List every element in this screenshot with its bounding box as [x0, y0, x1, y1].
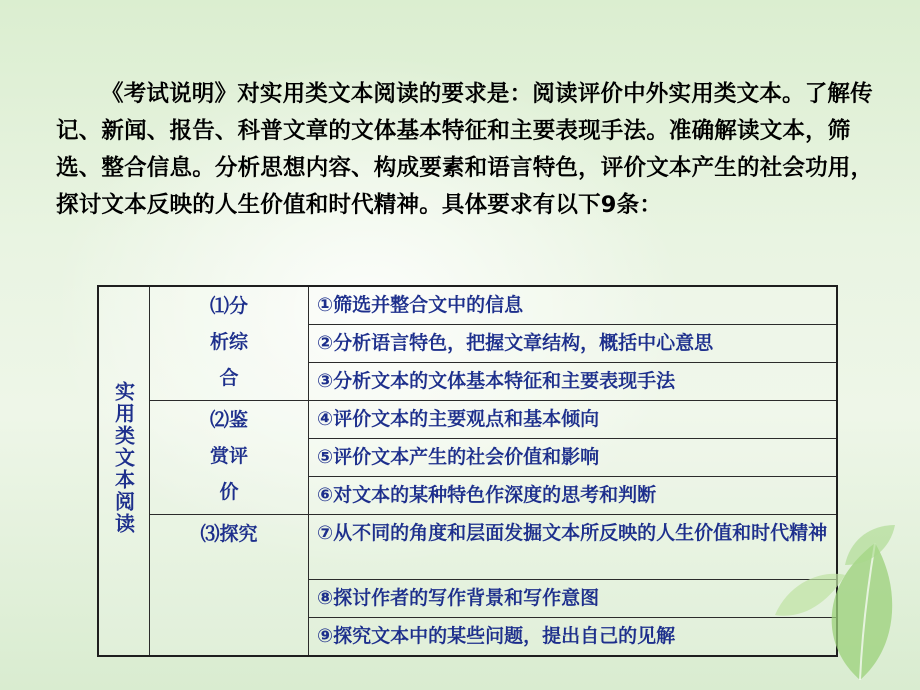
table-row — [98, 286, 837, 325]
requirement-item: ⑧探讨作者的写作背景和写作意图 — [309, 580, 838, 618]
category-label: ⑶探究 — [200, 523, 258, 545]
requirement-item: ⑥对文本的某种特色作深度的思考和判断 — [309, 477, 838, 515]
leaf-decoration-icon — [840, 520, 900, 570]
requirement-item: ④评价文本的主要观点和基本倾向 — [309, 401, 838, 439]
requirement-item: ③分析文本的文体基本特征和主要表现手法 — [309, 363, 838, 401]
category-cell — [150, 401, 309, 515]
category-label: ⑵鉴赏评价 — [209, 409, 248, 503]
category-cell — [150, 515, 309, 657]
intro-text: 《考试说明》对实用类文本阅读的要求是：阅读评价中外实用类文本。了解传记、新闻、报告、科普文章的文体基本特征和主要表现手法。准确解读文本，筛选、整合信息。分析思想内容、构成要素和语言特色，评价文本产生的社会功用，探讨文本反映的人生价值和时代精神。具体要求有以下9条： — [56, 81, 874, 218]
topic-label: 实用类文本阅读 — [111, 380, 136, 535]
requirement-item: ⑨探究文本中的某些问题，提出自己的见解 — [309, 618, 838, 657]
requirement-item: ①筛选并整合文中的信息 — [309, 286, 838, 325]
table-row — [98, 515, 837, 580]
intro-paragraph — [56, 76, 876, 224]
requirement-item: ②分析语言特色，把握文章结构，概括中心意思 — [309, 325, 838, 363]
table-row — [98, 401, 837, 439]
category-cell — [150, 286, 309, 401]
requirement-item: ⑤评价文本产生的社会价值和影响 — [309, 439, 838, 477]
topic-cell — [98, 286, 150, 656]
category-label: ⑴分析综合 — [209, 295, 248, 389]
requirements-table — [97, 285, 838, 657]
requirement-item: ⑦从不同的角度和层面发掘文本所反映的人生价值和时代精神 — [309, 515, 838, 580]
